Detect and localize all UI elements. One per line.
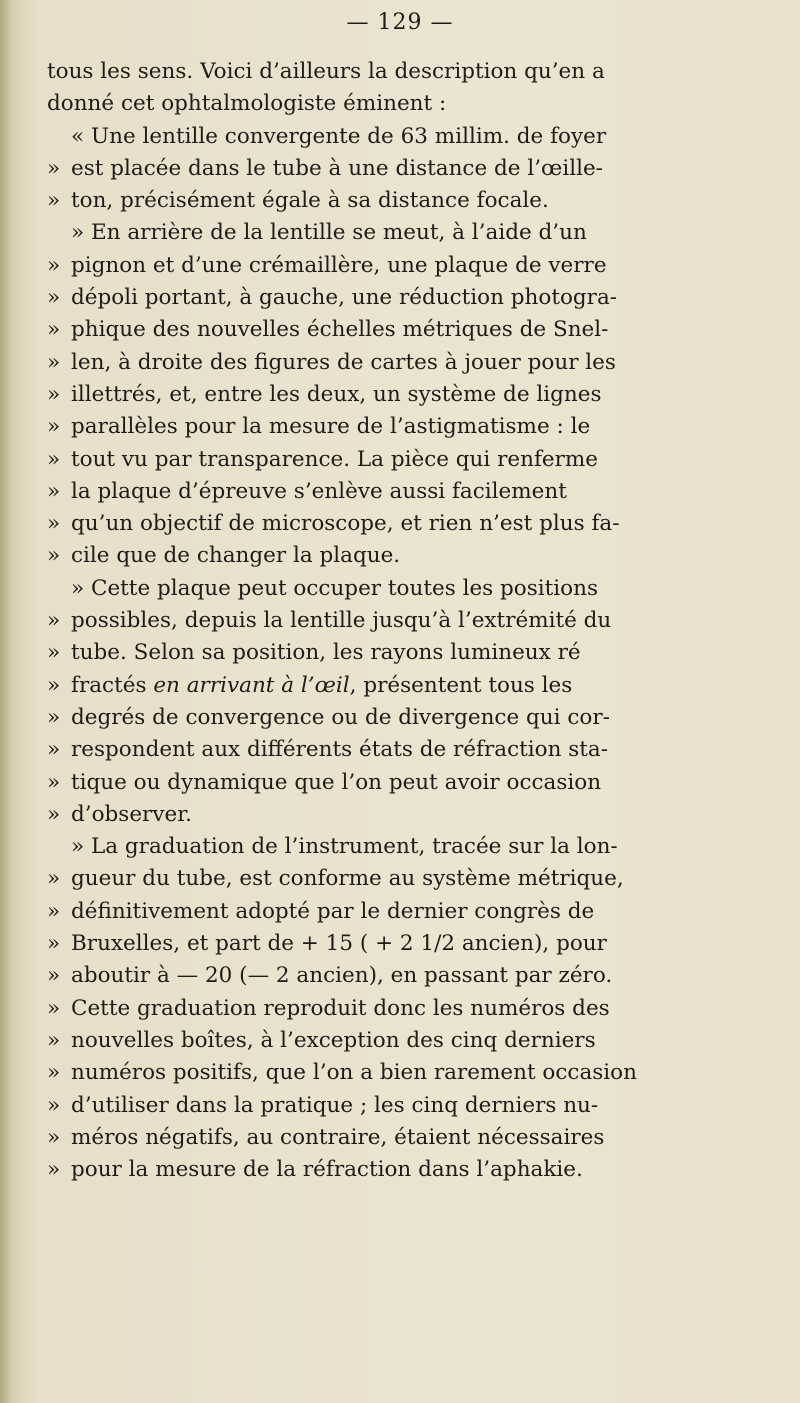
line-guillemet: » — [47, 801, 61, 827]
text-line — [47, 993, 767, 1025]
line-guillemet: » — [47, 285, 61, 311]
text-line — [47, 411, 767, 443]
line-guillemet: » — [47, 1157, 61, 1183]
line-text: donné cet ophtalmologiste éminent : — [47, 91, 447, 117]
text-line — [47, 1154, 767, 1186]
line-guillemet: » — [47, 704, 61, 730]
line-text: parallèles pour la mesure de l’astigmatisme : le — [71, 414, 591, 440]
text-line — [47, 508, 767, 540]
line-text: aboutir à — 20 (— 2 ancien), en passant par zéro. — [71, 963, 613, 989]
text-line — [47, 88, 767, 120]
line-text: len, à droite des figures de cartes à jouer pour les — [71, 349, 616, 375]
binding-shadow — [0, 0, 22, 1403]
line-text: ton, précisément égale à sa distance focale. — [71, 188, 549, 214]
line-guillemet: » — [47, 543, 61, 569]
text-line — [47, 1122, 767, 1154]
line-guillemet: » — [47, 414, 61, 440]
page-number: — 129 — — [346, 10, 454, 35]
line-text: d’utiliser dans la pratique ; les cinq derniers nu- — [71, 1092, 599, 1118]
text-line — [47, 734, 767, 766]
text-line — [47, 56, 767, 88]
line-text: fractés — [71, 672, 154, 698]
text-line — [47, 928, 767, 960]
line-text: cile que de changer la plaque. — [71, 543, 401, 569]
line-guillemet: » — [47, 640, 61, 666]
line-text: phique des nouvelles échelles métriques de Snel- — [71, 317, 609, 343]
text-line — [47, 314, 767, 346]
text-line — [47, 863, 767, 895]
line-guillemet: » — [47, 381, 61, 407]
line-text: » Cette plaque peut occuper toutes les positions — [71, 575, 598, 601]
line-text: respondent aux différents états de réfraction sta- — [71, 737, 609, 763]
line-guillemet: » — [47, 1027, 61, 1053]
line-guillemet: » — [47, 672, 61, 698]
text-line — [47, 444, 767, 476]
line-text: numéros positifs, que l’on a bien rarement occasion — [71, 1060, 637, 1086]
text-line — [47, 476, 767, 508]
line-guillemet: » — [47, 155, 61, 181]
text-line — [47, 121, 767, 153]
line-guillemet: » — [47, 1092, 61, 1118]
line-guillemet: » — [47, 866, 61, 892]
text-line — [47, 573, 767, 605]
text-line — [47, 605, 767, 637]
text-line — [47, 217, 767, 249]
line-text: est placée dans le tube à une distance de l’œille- — [71, 155, 603, 181]
line-guillemet: » — [47, 963, 61, 989]
line-guillemet: » — [47, 317, 61, 343]
line-guillemet: » — [47, 252, 61, 278]
line-guillemet: » — [47, 737, 61, 763]
line-text: définitivement adopté par le dernier congrès de — [71, 898, 595, 924]
body-text — [47, 56, 767, 1186]
line-text: degrés de convergence ou de divergence qui cor- — [71, 704, 610, 730]
line-text: pour la mesure de la réfraction dans l’aphakie. — [71, 1157, 583, 1183]
line-text: nouvelles boîtes, à l’exception des cinq derniers — [71, 1027, 596, 1053]
line-guillemet: » — [47, 446, 61, 472]
line-text-after: , présentent tous les — [349, 672, 573, 698]
text-line — [47, 540, 767, 572]
line-guillemet: » — [47, 769, 61, 795]
line-text: tique ou dynamique que l’on peut avoir occasion — [71, 769, 602, 795]
text-line — [47, 896, 767, 928]
text-line — [47, 1090, 767, 1122]
line-guillemet: » — [47, 1060, 61, 1086]
text-line — [47, 670, 767, 702]
line-italic: en arrivant à l’œil — [153, 672, 350, 698]
line-text: tous les sens. Voici d’ailleurs la description qu’en a — [47, 59, 605, 84]
line-guillemet: » — [47, 1124, 61, 1150]
text-line — [47, 1057, 767, 1089]
line-text: Bruxelles, et part de + 15 ( + 2 1/2 ancien), pour — [71, 931, 607, 957]
line-text: dépoli portant, à gauche, une réduction photogra- — [71, 285, 618, 311]
line-guillemet: » — [47, 931, 61, 957]
line-text: d’observer. — [71, 801, 192, 827]
line-text: possibles, depuis la lentille jusqu’à l’extrémité du — [71, 608, 612, 634]
text-line — [47, 153, 767, 185]
line-text: gueur du tube, est conforme au système métrique, — [71, 866, 624, 892]
line-text: méros négatifs, au contraire, étaient nécessaires — [71, 1124, 605, 1150]
text-line — [47, 282, 767, 314]
line-guillemet: » — [47, 608, 61, 634]
text-line — [47, 637, 767, 669]
line-guillemet: » — [47, 995, 61, 1021]
text-line — [47, 799, 767, 831]
line-guillemet: » — [47, 511, 61, 537]
line-guillemet: » — [47, 898, 61, 924]
text-line — [47, 831, 767, 863]
text-line — [47, 1025, 767, 1057]
line-text: Cette graduation reproduit donc les numéros des — [71, 995, 610, 1021]
text-line — [47, 702, 767, 734]
text-line — [47, 960, 767, 992]
line-text: tube. Selon sa position, les rayons lumineux ré — [71, 640, 581, 666]
text-line — [47, 379, 767, 411]
line-text: « Une lentille convergente de 63 millim. de foyer — [71, 123, 607, 149]
line-guillemet: » — [47, 478, 61, 504]
line-guillemet: » — [47, 349, 61, 375]
text-line — [47, 347, 767, 379]
text-line — [47, 185, 767, 217]
line-text: qu’un objectif de microscope, et rien n’est plus fa- — [71, 511, 620, 537]
text-line — [47, 767, 767, 799]
text-line — [47, 250, 767, 282]
line-text: pignon et d’une crémaillère, une plaque de verre — [71, 252, 607, 278]
line-guillemet: » — [47, 188, 61, 214]
line-text: illettrés, et, entre les deux, un système de lignes — [71, 381, 602, 407]
line-text: la plaque d’épreuve s’enlève aussi facilement — [71, 478, 567, 504]
line-text: » En arrière de la lentille se meut, à l’aide d’un — [71, 220, 587, 246]
line-text: tout vu par transparence. La pièce qui renferme — [71, 446, 599, 472]
line-text: » La graduation de l’instrument, tracée sur la lon- — [71, 834, 618, 860]
